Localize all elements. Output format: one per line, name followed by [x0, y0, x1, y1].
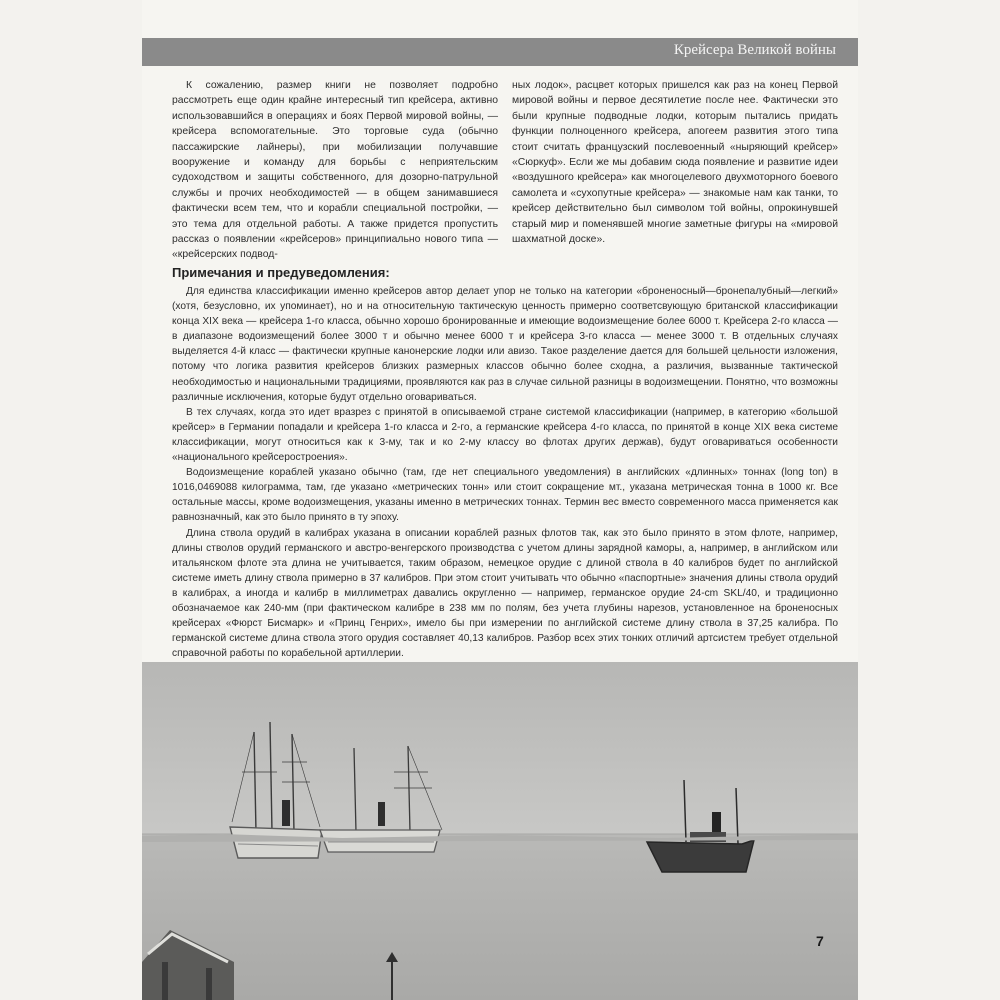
notes-heading: Примечания и предуведомления:	[172, 265, 390, 280]
running-header	[142, 38, 858, 66]
harbor-photo-illustration	[142, 662, 858, 1000]
notes-paragraph: Длина ствола орудий в калибрах указана в описании кораблей разных флотов так, как это было принято в этом флоте, например, длины стволов орудий германского и австро-венгерского производства с учетом длины зарядной каморы, а, например, в английском или итальянском флоте эта длина не учитывается, таким образом, немецкое орудие с длиной ствола в 40 калибров будет по английской системе иметь длину ствола примерно в 37 калибров. При этом стоит учитывать что обычно «паспортные» значения длины ствола орудий в калибрах, а иногда и калибр в миллиметрах давались округленно — например, германское орудие 24-cm SKL/40, и традиционно обозначаемое как 240-мм (при фактическом калибре в 238 мм по полям, без учета глубины нарезов, установленное на броненосных крейсерах «Фюрст Бисмарк» и «Принц Генрих», имело бы при измерении по английской системе длину ствола в 37,25 калибра. По германской системе длина ствола этого орудия составляет 40,13 калибров. Разбор всех этих тонких отличий артсистем требует отдельной справочной работы по корабельной артиллерии.	[172, 527, 838, 660]
notes-body	[172, 284, 838, 661]
sea	[142, 834, 858, 1000]
notes-paragraph: В тех случаях, когда это идет вразрез с принятой в описываемой стране системой классификации (например, в категорию «большой крейсер» в Германии попадали и крейсера 1-го класса и 2-го, а германские крейсера 4-го класса, по принятой в конце XIX века системе классификации, могут относиться как к 3-му, так и ко 2-му классу во флотах других держав), будут оговариваться особенности «национального крейсеростроения».	[172, 406, 838, 464]
intro-left-column: К сожалению, размер книги не позволяет подробно рассмотреть еще один крайне интересный тип крейсера, активно использовавшийся в операциях и боях Первой мировой войны, — крейсера вспомогательные. Это торговые суда (обычно пассажирские лайнеры), при мобилизации получавшие вооружение и команду для борьбы с неприятельским судоходством и защиты собственного, для дозорно-патрульной службы и прочих необходимостей — в общем занимавшиеся фактически всем тем, что и корабли специальной постройки, — это тема для отдельной работы. А также придется пропустить рассказ о появлении «крейсеров» принципиально нового типа — «крейсерских подвод-	[172, 80, 498, 261]
page-number: 7	[816, 933, 824, 949]
notes-paragraph: Для единства классификации именно крейсеров автор делает упор не только на категории «броненосный—бронепалубный—легкий» (хотя, безусловно, их упоминает), но и на относительную тактическую ценность примерно соответсвующую британской классификации конца XIX века — крейсера 1-го класса, обычно хорошо бронированные и имеющие водоизмещение более 6000 т. Крейсера 2-го класса — в диапазоне водоизмещений более 3000 т и обычно менее 6000 т и крейсера 3-го класса — менее 3000 т. В отдельных случаях выделяется 4-й класс — фактически крупные канонерские лодки или авизо. Такое разделение дается для большей цельности изложения, потому что логика развития крейсеров близких размерных классов обычно более сходна, а различия, вызванные тактической необходимостью и национальными традициями, проявляются как раз в случае сильной разницы в водоизмещении. Понятно, что возможны различные исключения, которые будут отдельно оговариваться.	[172, 286, 838, 403]
intro-right-column: ных лодок», расцвет которых пришелся как раз на конец Первой мировой войны и первое десятилетие после нее. Фактически это были крупные подводные лодки, которым пытались придать функции полноценного крейсера, апогеем развития этого типа стоит считать французский послевоенный «ныряющий крейсер» «Сюркуф». Если же мы добавим сюда появление и развитие идеи «воздушного крейсера» как многоцелевого двухмоторного боевого самолета и «сухопутные крейсера» — знакомые нам как танки, то крейсер действительно был символом той войны, опрокинувшей старый мир и поменявшей многие заметные фигуры на «мировой шахматной доске».	[512, 80, 838, 246]
harbor-photograph	[142, 662, 858, 1000]
running-header-title: Крейсера Великой войны	[673, 42, 836, 58]
notes-paragraph: Водоизмещение кораблей указано обычно (там, где нет специального уведомления) в английских «длинных» тоннах (long ton) в 1016,0469088 килограмма, там, где указано «метрических тонн» или стоит сокращение мт., указана метрическая тонна в 1000 кг. Все остальные массы, кроме водоизмещения, указаны именно в метрических тоннах. Термин вес вместо современного масса применяется как равнозначный, как это было принято в ту эпоху.	[172, 467, 838, 524]
intro-columns	[172, 78, 838, 263]
